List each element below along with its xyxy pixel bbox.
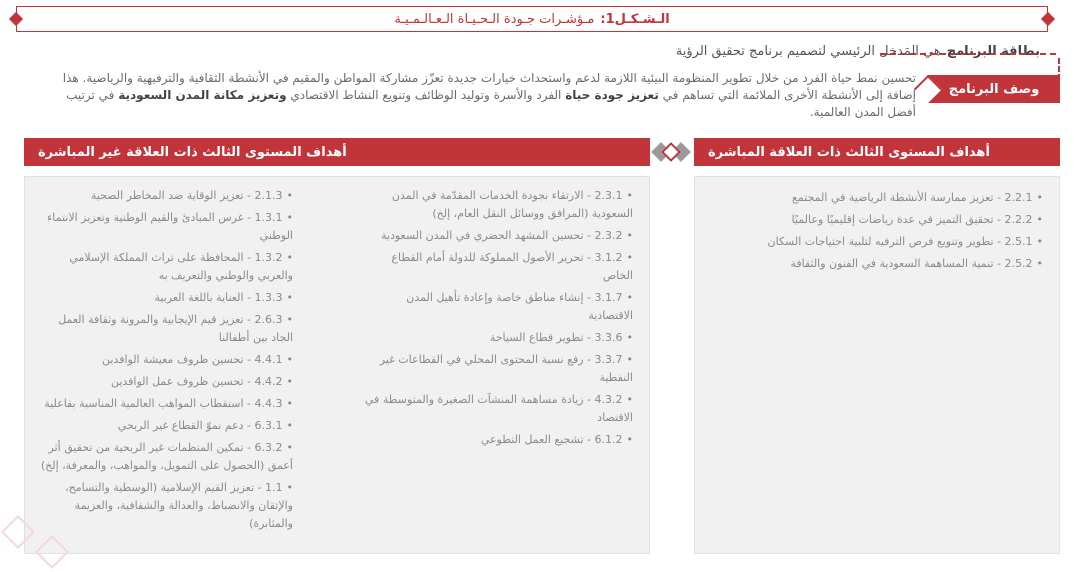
list-item: •4.4.1 - تحسين ظروف معيشة الوافدين [101,353,293,366]
program-description-tag-label: وصف البرنامج [948,81,1040,97]
list-item: •2.3.1 - الارتقاء بجودة الخدمات المقدّمة في المدن السعودية (المرافق ووسائل النقل العام، إلخ) [391,189,633,220]
list-item: •2.5.2 - تنمية المساهمة السعودية في الفنون والثقافة [790,257,1043,270]
list-item: •1.3.2 - المحافظة على تراث المملكة الإسلامي والعربي والوطني والتعريف به [69,251,293,282]
direct-goals-header [694,138,1060,166]
list-item: •1.3.1 - غرس المبادئ والقيم الوطنية وتعزيز الانتماء الوطني [47,211,293,242]
list-item: •3.3.7 - رفع نسبة المحتوى المحلي في القطاعات غير النفطية [379,353,633,384]
program-card-title [676,44,1040,59]
program-card-title-bold: بطاقة البرنامج [946,44,1040,59]
list-item: •1.3.3 - العناية باللغة العربية [154,291,293,304]
list-item: •2.2.2 - تحقيق التميز في عدة رياضات إقليميًا وعالميًا [791,213,1043,226]
program-description [36,70,916,121]
list-item: •4.4.3 - استقطاب المواهب العالمية المناسبة بفاعلية [44,397,293,410]
list-item: •3.1.7 - إنشاء مناطق خاصة وإعادة تأهيل المدن الاقتصادية [406,291,633,322]
direct-goals-panel [694,176,1060,554]
list-item: •1.1 - تعزيز القيم الإسلامية (الوسطية والتسامح، والإتقان والانضباط، والعدالة والشفافية، والعزيمة والمثابرة) [65,481,293,530]
description-part-2: الفرد والأسرة وتوليد الوظائف وتنويع النشاط الاقتصادي [290,88,562,102]
list-item: •2.2.1 - تعزيز ممارسة الأنشطة الرياضية في المجتمع [792,191,1043,204]
figure-caption-title: مـؤشـرات جـودة الـحـيـاة الـعـالـمـيـة [394,11,595,27]
figure-caption-label: الـشـكـل1: [600,11,670,27]
indirect-goals-list-1 [361,187,633,453]
list-item: •2.3.2 - تحسين المشهد الحضري في المدن السعودية [381,229,633,242]
direct-goals-header-label: أهداف المستوى الثالث ذات العلاقة المباشرة [708,144,990,160]
list-item: •4.3.2 - زيادة مساهمة المنشآت الصغيرة والمتوسطة في الاقتصاد [364,393,633,424]
list-item: •6.3.1 - دعم نموّ القطاع غير الربحي [117,419,293,432]
program-card-title-text: هي المَدخل الرئيسي لتصميم برنامج تحقيق الرؤية [675,44,941,59]
description-highlight-2: وتعزيز مكانة المدن السعودية [118,88,287,102]
list-item: •2.5.1 - تطوير وتنويع فرص الترفيه لتلبية احتياجات السكان [767,235,1043,248]
list-item: •2.1.3 - تعزيز الوقاية ضد المخاطر الصحية [90,189,293,202]
indirect-goals-header-label: أهداف المستوى الثالث ذات العلاقة غير المباشرة [38,144,347,160]
description-part-1: تحسين نمط حياة الفرد من خلال تطوير المنظومة البيئية اللازمة لدعم واستحداث خيارات جديدة تعزّز مشاركة المواطن والمقيم في الأنشطة الثقافية والترفيهية والرياضية. هذا إضافة إلى الأنشطة الأخرى الملائمة التي تساهم في [62,71,916,102]
description-part-3: في ترتيب أفضل المدن العالمية. [66,88,916,119]
tag-pointer-icon [914,75,942,103]
program-description-tag [928,75,1060,103]
list-item: •6.3.2 - تمكين المنظمات غير الربحية من تحقيق أثر أعمق (الحصول على التمويل، والمواهب، والمعرفة، إلخ) [40,441,293,472]
direct-goals-list [713,189,1043,277]
indirect-goals-list-2 [33,187,293,537]
dashed-connector [880,53,1056,55]
indirect-goals-header [24,138,650,166]
list-item: •6.1.2 - تشجيع العمل التطوعي [480,433,633,446]
figure-caption [16,6,1048,32]
indirect-goals-panel [24,176,650,554]
description-highlight-1: تعزيز جودة حياة [565,88,659,102]
header-diamonds-icon [650,140,692,164]
list-item: •3.1.2 - تحرير الأصول المملوكة للدولة أمام القطاع الخاص [391,251,633,282]
list-item: •2.6.3 - تعزيز قيم الإيجابية والمرونة وثقافة العمل الجاد بين أطفالنا [58,313,293,344]
diamond-ornament-icon [9,12,23,26]
list-item: •4.4.2 - تحسين ظروف عمل الوافدين [110,375,293,388]
list-item: •3.3.6 - تطوير قطاع السياحة [489,331,633,344]
diamond-ornament-icon [1041,12,1055,26]
